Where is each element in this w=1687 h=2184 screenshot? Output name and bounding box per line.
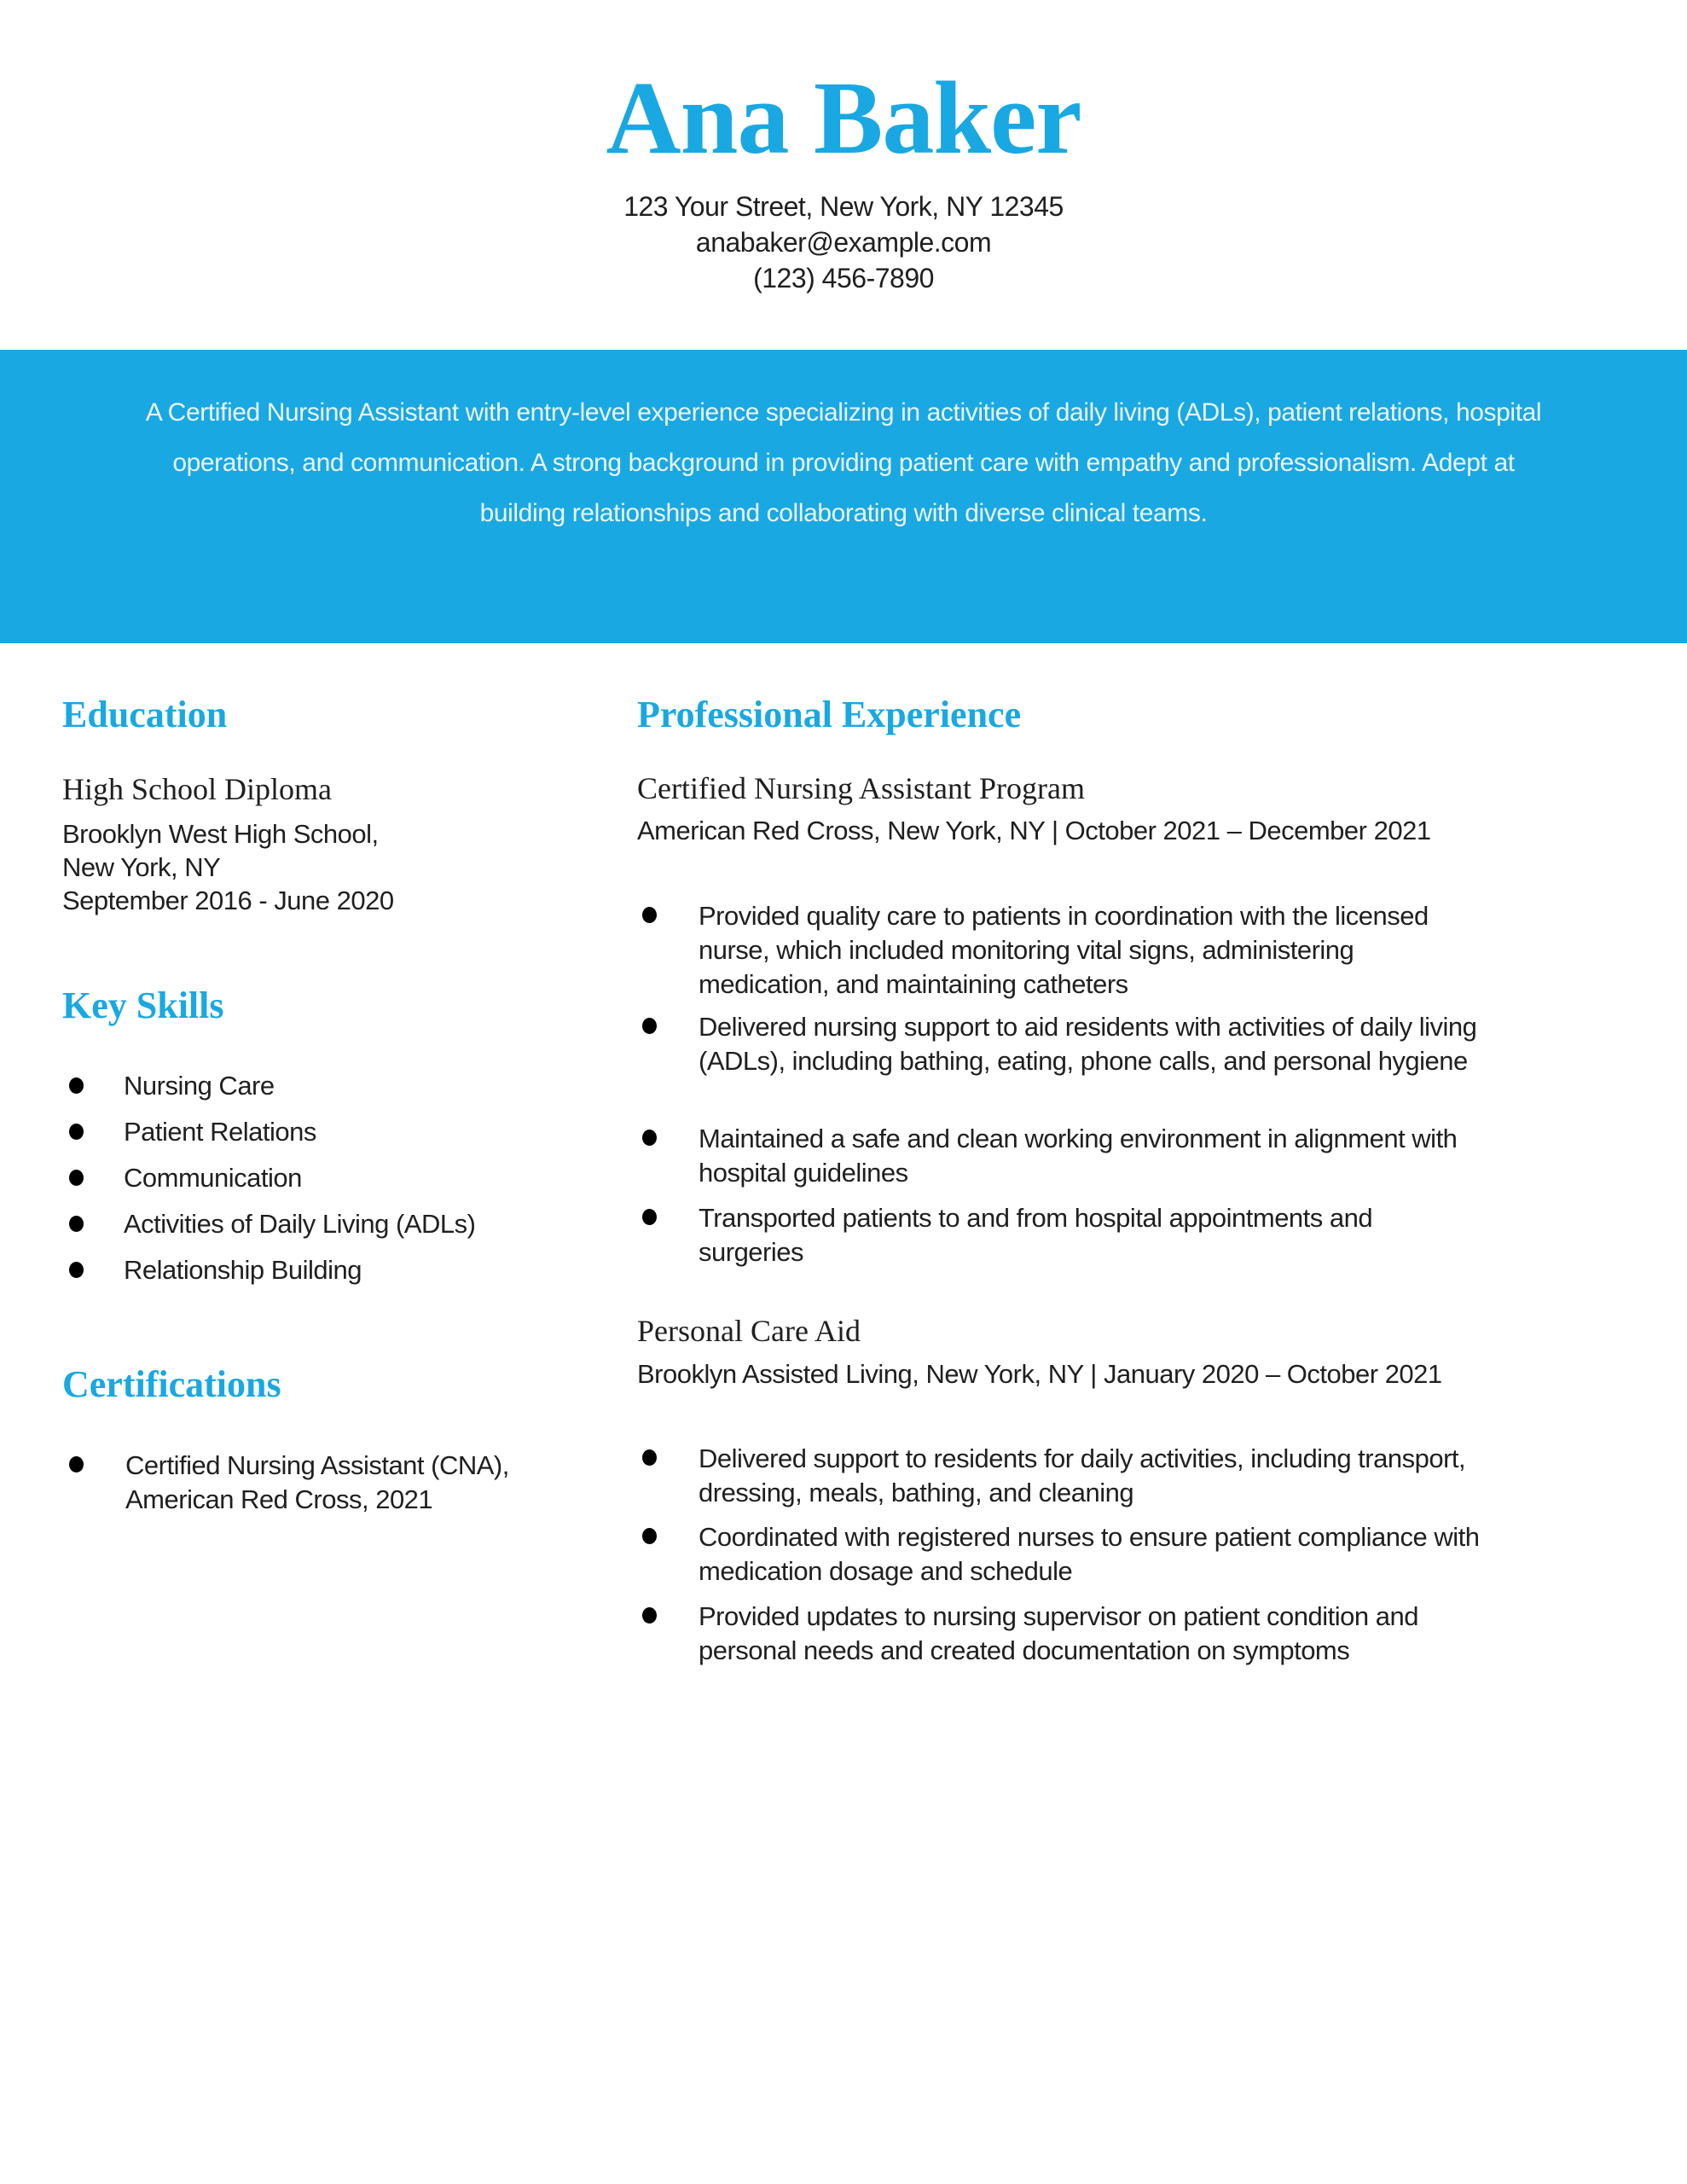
bullet-text: Delivered nursing support to aid residents with activities of daily living (ADLs), including bathing, eating, phone calls, and personal hygiene [699,1012,1477,1076]
bullet-icon [642,907,657,923]
skill-label: Relationship Building [124,1255,362,1285]
bullet-icon [69,1456,84,1472]
bullet-icon [642,1209,657,1225]
skills-list [62,1069,574,1299]
education-dates: September 2016 - June 2020 [62,886,394,915]
certifications-heading: Certifications [62,1363,281,1405]
job-bullet [637,1442,1481,1520]
education-degree: High School Diploma [62,772,332,806]
skill-item [62,1207,574,1253]
bullet-icon [642,1449,657,1466]
job-bullet [637,1122,1481,1201]
skill-item [62,1115,574,1161]
skill-item [62,1253,574,1299]
skill-label: Patient Relations [124,1117,316,1147]
summary-banner [0,350,1687,643]
bullet-icon [642,1018,657,1034]
experience-heading: Professional Experience [637,694,1022,735]
email: anabaker@example.com [695,227,992,258]
job-bullet [637,1600,1481,1668]
job-bullets [637,1442,1481,1668]
bullet-icon [69,1124,84,1140]
bullet-text: Delivered support to residents for daily activities, including transport, dressing, meals, bathing, and cleaning [699,1443,1466,1507]
job-bullet [637,899,1481,1010]
certification-label: Certified Nursing Assistant (CNA), American Red Cross, 2021 [125,1450,509,1514]
bullet-icon [69,1077,84,1094]
bullet-icon [642,1130,657,1146]
certifications-list [64,1449,542,1517]
skill-item [62,1161,574,1207]
address: 123 Your Street, New York, NY 12345 [623,191,1064,222]
bullet-text: Coordinated with registered nurses to ensure patient compliance with medication dosage and schedule [699,1522,1480,1586]
bullet-icon [69,1216,84,1232]
bullet-icon [69,1170,84,1186]
skill-item [62,1069,574,1115]
education-heading: Education [62,694,228,735]
bullet-text: Transported patients to and from hospital appointments and surgeries [699,1203,1373,1267]
job-bullet [637,1520,1481,1600]
job-bullets [637,899,1481,1269]
bullet-icon [642,1607,657,1623]
job-title: Certified Nursing Assistant Program [637,771,1085,805]
skill-label: Activities of Daily Living (ADLs) [124,1209,476,1239]
phone: (123) 456-7890 [753,263,934,293]
summary-text: A Certified Nursing Assistant with entry-level experience specializing in activities of daily living (ADLs), patient relations, hospital operations, and communication. A strong background in providing patient care with empathy and professionalism. Adept at building relationships and collaborating with diverse clinical teams. [145,398,1542,527]
job-bullet [637,1010,1481,1122]
bullet-icon [642,1528,657,1544]
bullet-text: Provided quality care to patients in coordination with the licensed nurse, which included monitoring vital signs, administering medication, and maintaining catheters [699,901,1429,999]
candidate-name: Ana Baker [606,61,1081,176]
job-title: Personal Care Aid [637,1314,861,1348]
education-school: Brooklyn West High School, [62,819,379,849]
skill-label: Communication [124,1163,302,1193]
job-bullet [637,1201,1481,1269]
job-subtitle: Brooklyn Assisted Living, New York, NY | January 2020 – October 2021 [637,1359,1442,1389]
skills-heading: Key Skills [62,985,224,1026]
skill-label: Nursing Care [124,1071,275,1101]
bullet-text: Maintained a safe and clean working environment in alignment with hospital guidelines [699,1124,1458,1188]
education-location: New York, NY [62,852,221,882]
certification-item [64,1449,542,1517]
bullet-icon [69,1262,84,1278]
bullet-text: Provided updates to nursing supervisor on patient condition and personal needs and created documentation on symptoms [699,1601,1418,1665]
job-subtitle: American Red Cross, New York, NY | October 2021 – December 2021 [637,816,1431,845]
